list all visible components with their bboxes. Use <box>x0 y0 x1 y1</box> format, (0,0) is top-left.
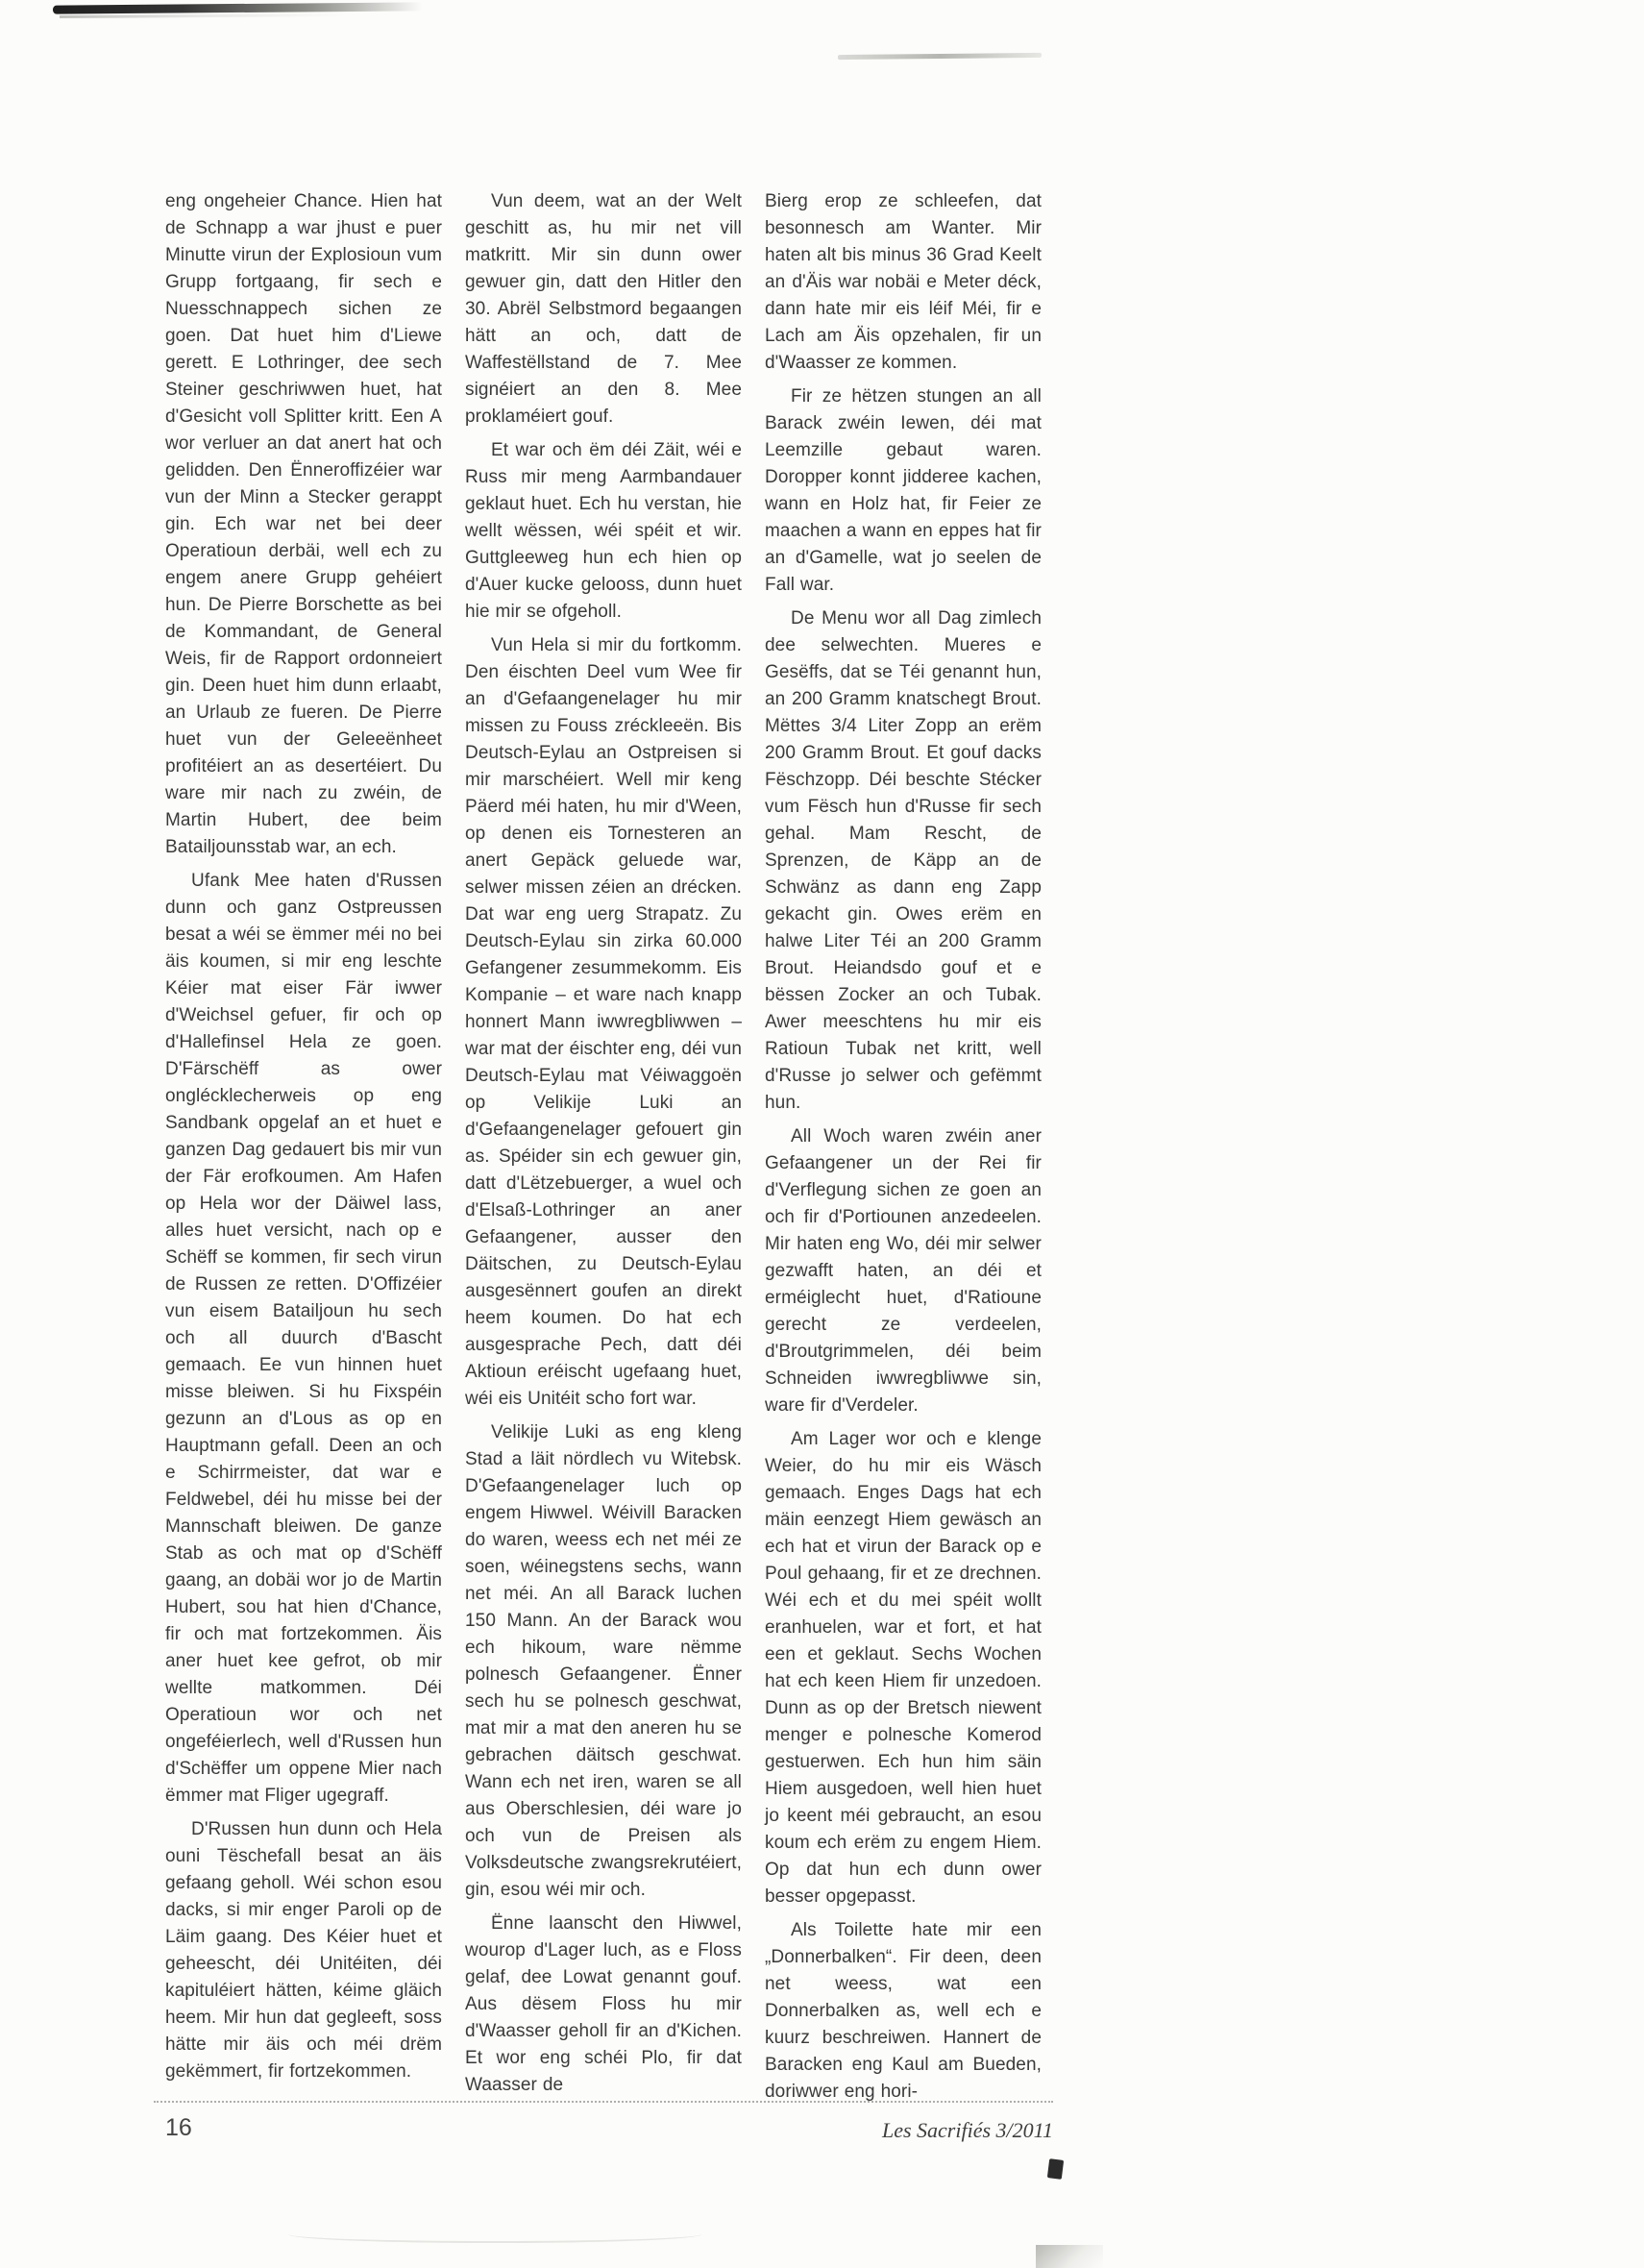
paragraph: eng ongeheier Chance. Hien hat de Schnapp a war jhust e puer Minutte virun der Explosioun vum Grupp fortgaang, fir sech e Nuesschnappech sichen ze goen. Dat huet him d'Liewe gerett. E Lothringer, dee sech Steiner geschriwwen huet, hat d'Gesicht voll Splitter kritt. Een A wor verluer an dat anert hat och gelidden. Den Ënneroffizéier war vun der Minn a Stecker gerappt gin. Ech war net bei deer Operatioun derbäi, well ech zu engem anere Grupp gehéiert hun. De Pierre Borschette as bei de Kommandant, de General Weis, fir de Rapport ordonneiert gin. Deen huet him dunn erlaabt, an Urlaub ze fueren. De Pierre huet vun der Geleeënheet profitéiert an as desertéiert. Du ware mir nach zu zwéin, de Martin Hubert, dee beim Batailjounsstab war, an ech. <box>165 191 442 857</box>
paragraph: Vun deem, wat an der Welt geschitt as, hu mir net vill matkritt. Mir sin dunn ower gewuer gin, datt den Hitler den 30. Abrël Selbstmord begaangen hätt an och, datt de Waffestëllstand de 7. Mee signéiert an den 8. Mee proklaméiert gouf. <box>465 191 742 427</box>
scan-artifact-top-left-echo <box>60 13 348 18</box>
text-column-1 <box>165 188 442 2112</box>
paragraph: Ënne laanscht den Hiwwel, wourop d'Lager luch, as e Floss gelaf, dee Lowat genannt gouf. Aus dësem Floss hu mir d'Waasser geholl fir an d'Kichen. Et wor eng schéi Plo, fir dat Waasser de <box>465 1913 742 2095</box>
paragraph: Vun Hela si mir du fortkomm. Den éischten Deel vum Wee fir an d'Gefaangenelager hu mir missen zu Fouss zréckleeën. Bis Deutsch-Eylau an Ostpreisen si mir marschéiert. Well mir keng Päerd méi haten, hu mir d'Ween, op denen eis Tornesteren an anert Gepäck geluede war, selwer missen zéien an drécken. Dat war eng uerg Strapatz. Zu Deutsch-Eylau sin zirka 60.000 Gefangener zesummekomm. Eis Kompanie – et ware nach knapp honnert Mann iwwregbliwwen – war mat der éischter eng, déi vun Deutsch-Eylau mat Véiwaggoën op Velikije Luki an d'Gefaangenelager gefouert gin as. Spéider sin ech gewuer gin, datt d'Lëtzebuerger, a wuel och d'Elsaß-Lothringer an aner Gefaangener, ausser den Däitschen, zu Deutsch-Eylau ausgesënnert goufen an direkt heem koumen. Do hat ech ausgesprache Pech, datt déi Aktioun eréischt ugefaang huet, wéi eis Unitéit scho fort war. <box>465 635 742 1409</box>
footer-divider <box>154 2101 1053 2103</box>
text-column-3 <box>765 188 1042 2112</box>
paragraph: D'Russen hun dunn och Hela ouni Tëschefall besat an äis gefaang geholl. Wéi schon esou dacks, si mir enger Paroli op de Läim gaang. Des Kéier huet et geheescht, déi Unitéiten, déi kapituléiert hätten, kéime gläich heem. Mir hun dat gegleeft, soss hätte mir äis och méi drëm gekëmmert, fir fortzekommen. <box>165 1819 442 2082</box>
scan-artifact-bottom-corner <box>1036 2245 1103 2268</box>
paragraph: Fir ze hëtzen stungen an all Barack zwéin Iewen, déi mat Leemzille gebaut waren. Doropper konnt jidderee kachen, wann en Holz hat, fir Feier ze maachen a wann en eppes hat fir an d'Gamelle, wat jo seelen de Fall war. <box>765 386 1042 595</box>
paragraph: Velikije Luki as eng kleng Stad a läit nördlech vu Witebsk. D'Gefaangenelager luch op engem Hiwwel. Wéivill Baracken do waren, weess ech net méi ze soen, wéinegstens sechs, wann net méi. An all Barack luchen 150 Mann. An der Barack wou ech hikoum, ware nëmme polnesch Gefaangener. Ënner sech hu se polnesch geschwat, mat mir a mat den aneren hu se gebrachen däitsch geschwat. Wann ech net iren, waren se all aus Oberschlesien, déi ware jo och vun de Preisen als Volksdeutsche zwangsrekrutéiert, gin, esou wéi mir och. <box>465 1422 742 1900</box>
page-number: 16 <box>165 2114 192 2141</box>
paragraph: Am Lager wor och e klenge Weier, do hu mir eis Wäsch gemaach. Enges Dags hat ech mäin eenzegt Hiem gewäsch an ech hat et virun der Barack op e Poul gehaang, fir et ze drechnen. Wéi ech et du mei spéit wollt eranhuelen, war et fort, et hat een et geklaut. Sechs Wochen hat ech keen Hiem fir unzedoen. Dunn as op der Bretsch niewent menger e polnesche Komerod gestuerwen. Ech hun him säin Hiem ausgedoen, well hien huet jo keent méi gebraucht, an esou koum ech erëm zu engem Hiem. Op dat hun ech dunn ower besser opgepasst. <box>765 1429 1042 1907</box>
journal-title: Les Sacrifiés 3/2011 <box>881 2118 1053 2142</box>
paragraph: Et war och ëm déi Zäit, wéi e Russ mir meng Aarmbandauer geklaut huet. Ech hu verstan, hie wellt wëssen, wéi spéit et wir. Guttgleeweg hun ech hien op d'Auer kucke gelooss, dunn huet hie mir se ofgeholl. <box>465 440 742 622</box>
paragraph: De Menu wor all Dag zimlech dee selwechten. Mueres e Gesëffs, dat se Téi genannt hun, an 200 Gramm knatschegt Brout. Mëttes 3/4 Liter Zopp an erëm 200 Gramm Brout. Et gouf dacks Fëschzopp. Déi beschte Stécker vum Fësch hun d'Russe fir sech gehal. Mam Rescht, de Sprenzen, de Käpp an de Schwänz as dann eng Zapp gekacht gin. Owes erëm en halwe Liter Téi an 200 Gramm Brout. Heiandsdo gouf et e bëssen Zocker an och Tubak. Awer meeschtens hu mir eis Ratioun Tubak net kritt, well d'Russe jo selwer och gefëmmt hun. <box>765 608 1042 1113</box>
scan-artifact-bottom-right-mark <box>1047 2158 1064 2180</box>
paragraph: Bierg erop ze schleefen, dat besonnesch am Wanter. Mir haten alt bis minus 36 Grad Keelt an d'Äis war nobäi e Meter déck, dann hate mir eis léif Méi, fir e Lach am Äis opzehalen, fir un d'Waasser ze kommen. <box>765 191 1042 373</box>
scan-artifact-top-right <box>838 53 1042 60</box>
paragraph: Als Toilette hate mir een „Donnerbalken“. Fir deen, deen net weess, wat een Donnerbalken as, well ech e kuurz beschreiwen. Hannert de Baracken eng Kaul am Bueden, doriwwer eng hori- <box>765 1920 1042 2102</box>
paragraph: Ufank Mee haten d'Russen dunn och ganz Ostpreussen besat a wéi se ëmmer méi no bei äis koumen, si mir eng leschte Kéier mat eiser Fär iwwer d'Weichsel gefuer, fir och op d'Hallefinsel Hela ze goen. D'Färschëff as ower onglécklecherweis op eng Sandbank opgelaf an et huet e ganzen Dag gedauert bis mir vun der Fär erofkoumen. Am Hafen op Hela wor der Däiwel lass, alles huet versicht, nach op e Schëff se kommen, fir sech virun de Russen ze retten. D'Offizéier vun eisem Batailjoun hu sech och all duurch d'Bascht gemaach. Ee vun hinnen huet misse bleiwen. Si hu Fixspéin gezunn an d'Lous as op en Hauptmann gefall. Deen an och e Schirrmeister, dat war e Feldwebel, déi hu misse bei der Mannschaft bleiwen. De ganze Stab as och mat op d'Schëff gaang, an dobäi wor jo de Martin Hubert, sou hat hien d'Chance, fir och mat fortzekommen. Äis aner huet kee gefrot, ob mir wellte matkommen. Déi Operatioun wor och net ongeféierlech, well d'Russen hun d'Schëffer um oppene Mier nach ëmmer mat Fliger ugegraff. <box>165 871 442 1806</box>
scan-artifact-bottom-curve <box>288 2226 701 2243</box>
paragraph: All Woch waren zwéin aner Gefaangener un der Rei fir d'Verflegung sichen ze goen an och fir d'Portiounen anzedeelen. Mir haten eng Wo, déi mir selwer gezwafft haten, an déi et erméiglecht huet, d'Ratioune gerecht ze verdeelen, d'Broutgrimmelen, déi beim Schneiden iwwregbliwwe sin, ware fir d'Verdeler. <box>765 1126 1042 1416</box>
text-column-2 <box>465 188 742 2112</box>
scan-artifact-top-left <box>53 2 423 13</box>
article-columns <box>165 188 1042 2112</box>
